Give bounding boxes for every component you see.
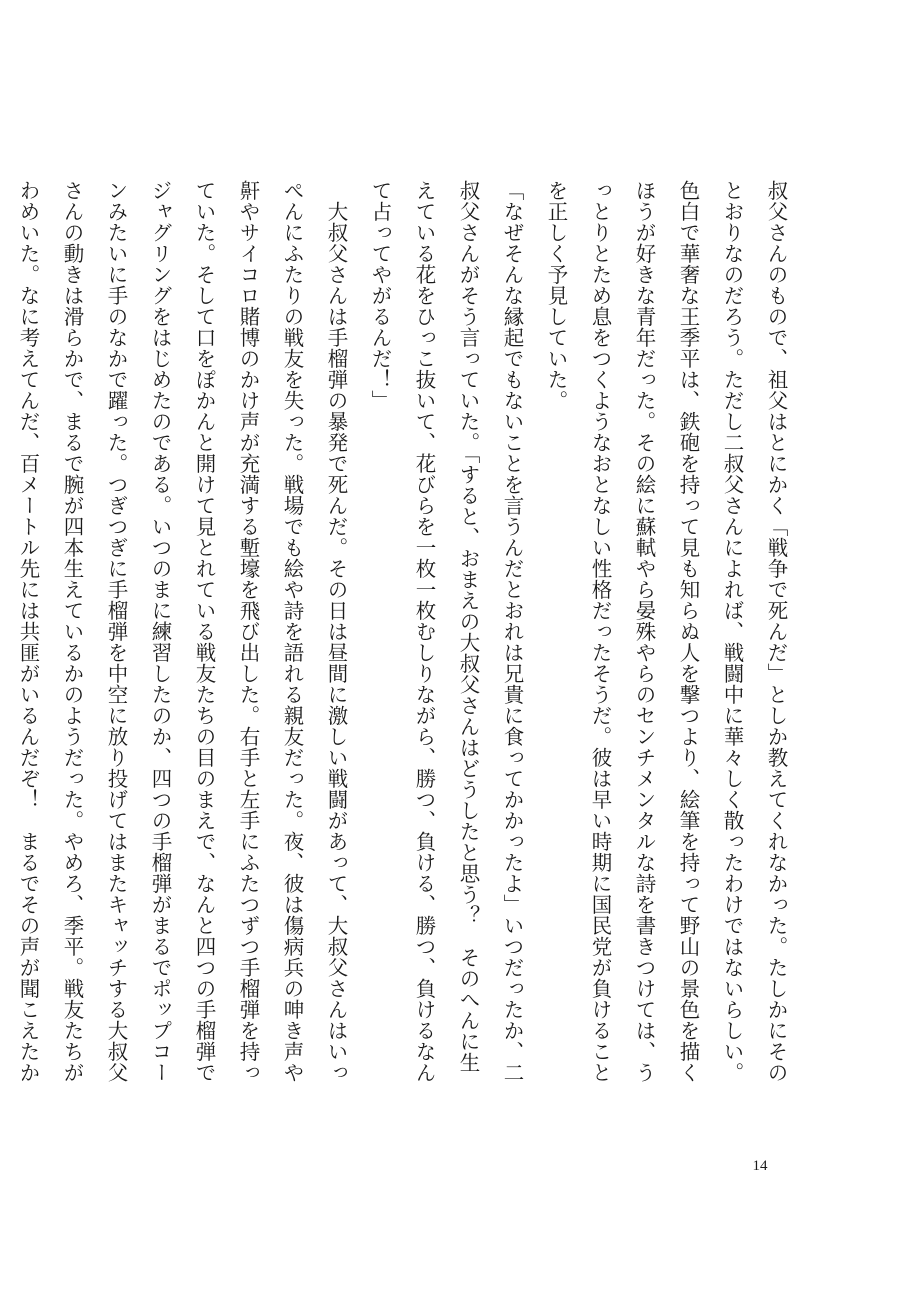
text-line: 色白で華奢な王季平は、鉄砲を持って見も知らぬ人を撃つより、絵筆を持って野山の景色を描く (676, 180, 700, 1083)
text-line: 「なぜそんな縁起でもないことを言うんだとおれは兄貴に食ってかかったよ」いつだったか、二 (500, 180, 524, 1083)
page-number: 14 (752, 1158, 768, 1174)
text-line: っとりとため息をつくようなおとなしい性格だったそうだ。彼は早い時期に国民党が負けること (588, 180, 612, 1083)
text-line: 大叔父さんは手榴弾の暴発で死んだ。その日は昼間に激しい戦闘があって、大叔父さんはいっ (324, 180, 348, 1083)
text-line: とおりなのだろう。ただし二叔父さんによれば、戦闘中に華々しく散ったわけではないらしい。 (720, 180, 744, 1083)
text-line: ほうが好きな青年だった。その絵に蘇軾やら晏殊やらのセンチメンタルな詩を書きつけては、う (632, 180, 656, 1083)
text-line: ぺんにふたりの戦友を失った。戦場でも絵や詩を語れる親友だった。夜、彼は傷病兵の呻き声や (280, 180, 304, 1083)
text-line: 叔父さんのもので、祖父はとにかく「戦争で死んだ」としか教えてくれなかった。たしかにその (764, 180, 788, 1083)
text-line: 鼾やサイコロ賭博のかけ声が充満する塹壕を飛び出した。右手と左手にふたつずつ手榴弾を持っ (236, 180, 260, 1083)
text-line: さんの動きは滑らかで、まるで腕が四本生えているかのようだった。やめろ、季平。戦友たちが (60, 180, 84, 1083)
body-text (16, 180, 798, 1083)
text-line: えている花をひっこ抜いて、花びらを一枚一枚むしりながら、勝つ、負ける、勝つ、負けるなん (412, 180, 436, 1083)
text-line: ンみたいに手のなかで躍った。つぎつぎに手榴弾を中空に放り投げてはまたキャッチする大叔父 (104, 180, 128, 1083)
text-line: て占ってやがるんだ！」 (368, 180, 392, 411)
text-line (0, 180, 6, 1010)
text-line: わめいた。なに考えてんだ、百メートル先には共匪がいるんだぞ！ まるでその声が聞こえたか (16, 180, 40, 1083)
text-line: ていた。そして口をぽかんと開けて見とれている戦友たちの目のまえで、なんと四つの手榴弾で (192, 180, 216, 1083)
text-line: を正しく予見していた。 (544, 180, 568, 411)
text-line: ジャグリングをはじめたのである。いつのまに練習したのか、四つの手榴弾がまるでポップコー (148, 180, 172, 1083)
text-line: 叔父さんがそう言っていた。「すると、おまえの大叔父さんはどうしたと思う？ そのへんに生 (456, 180, 480, 1073)
